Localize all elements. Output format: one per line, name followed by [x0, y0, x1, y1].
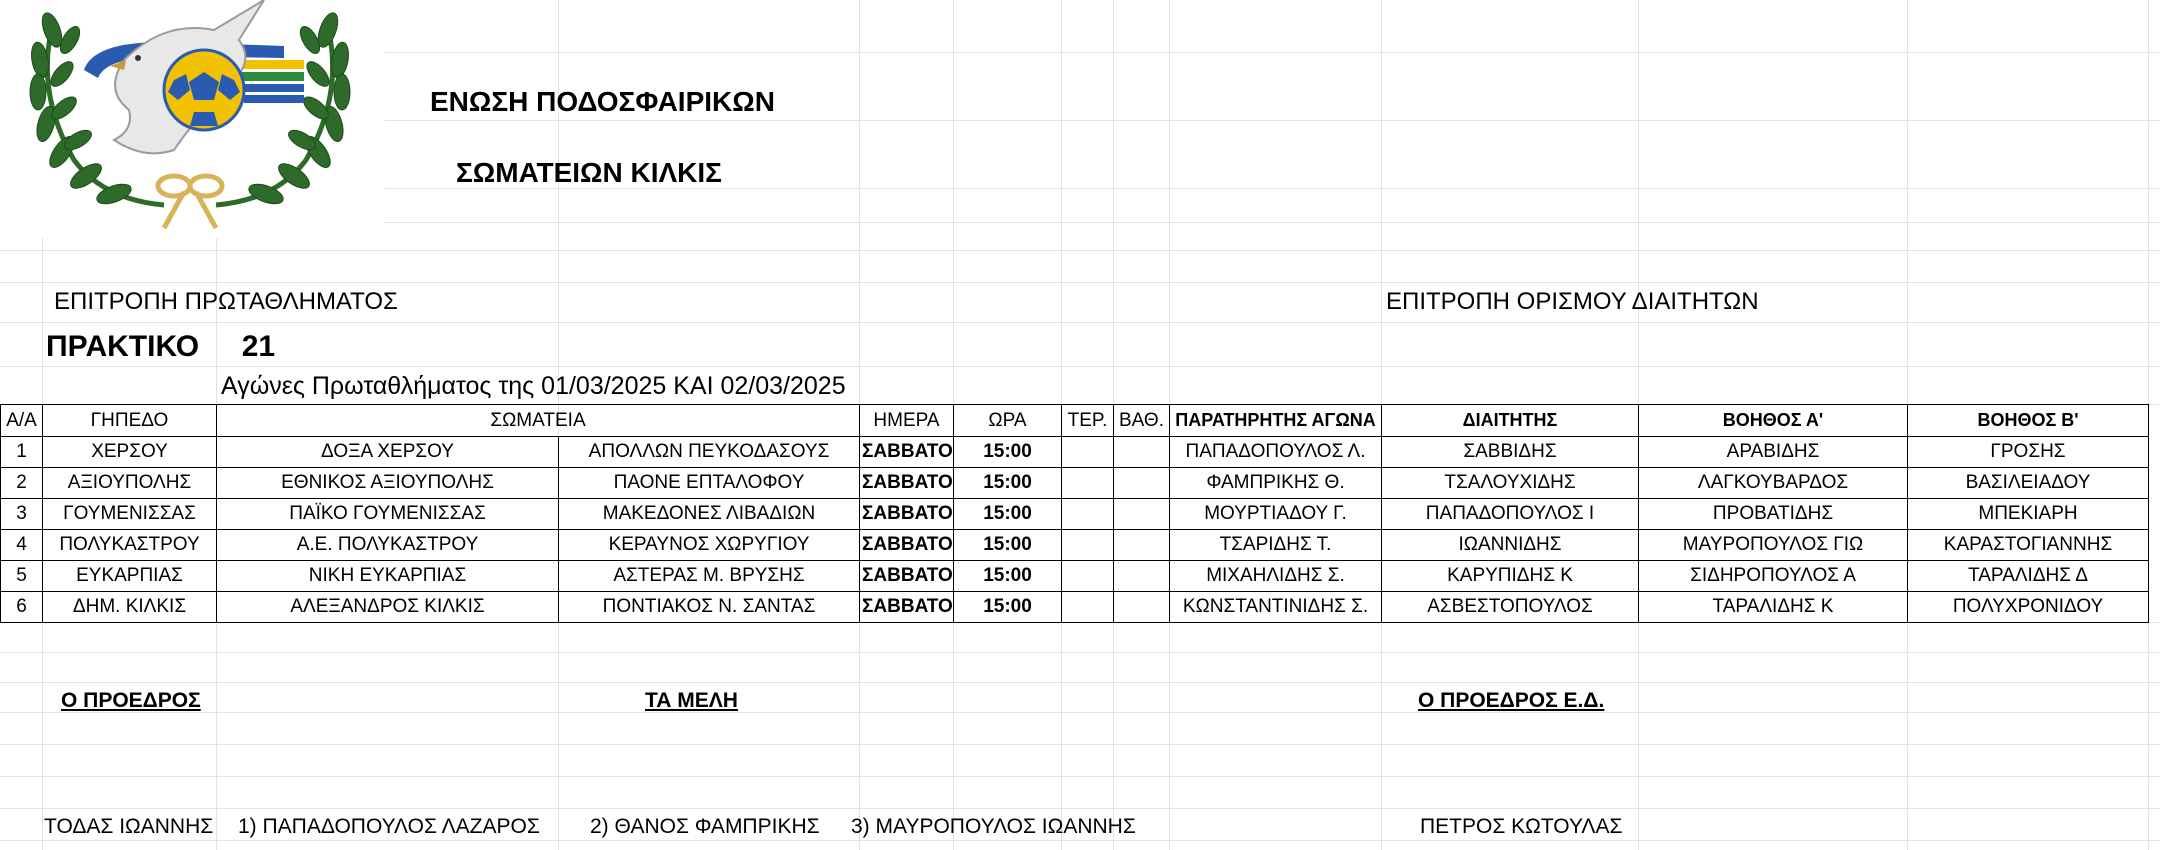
- cell-vath: [1114, 592, 1170, 623]
- header-referee: ΔΙΑΙΤΗΤΗΣ: [1382, 405, 1639, 437]
- cell-venue: ΑΞΙΟΥΠΟΛΗΣ: [43, 468, 217, 499]
- cell-away-club: ΜΑΚΕΔΟΝΕΣ ΛΙΒΑΔΙΩΝ: [559, 499, 860, 530]
- cell-observer: ΜΟΥΡΤΙΑΔΟΥ Γ.: [1170, 499, 1382, 530]
- cell-away-club: ΚΕΡΑΥΝΟΣ ΧΩΡΥΓΙΟΥ: [559, 530, 860, 561]
- cell-venue: ΕΥΚΑΡΠΙΑΣ: [43, 561, 217, 592]
- cell-day: ΣΑΒΒΑΤΟ: [860, 437, 954, 468]
- minutes-number: 21: [241, 330, 276, 363]
- members-title: ΤΑ ΜΕΛΗ: [645, 689, 738, 712]
- header-assistant-b: ΒΟΗΘΟΣ Β': [1908, 405, 2149, 437]
- minutes-label-text: ΠΡΑΚΤΙΚΟ: [46, 330, 200, 363]
- president-title: Ο ΠΡΟΕΔΡΟΣ: [61, 689, 201, 712]
- cell-referee: ΚΑΡΥΠΙΔΗΣ Κ: [1382, 561, 1639, 592]
- cell-assistant-a: ΠΡΟΒΑΤΙΔΗΣ: [1639, 499, 1908, 530]
- cell-away-club: ΑΠΟΛΛΩΝ ΠΕΥΚΟΔΑΣΟΥΣ: [559, 437, 860, 468]
- cell-home-club: ΑΛΕΞΑΝΔΡΟΣ ΚΙΛΚΙΣ: [217, 592, 559, 623]
- cell-day: ΣΑΒΒΑΤΟ: [860, 592, 954, 623]
- cell-aa: 2: [1, 468, 43, 499]
- cell-home-club: ΝΙΚΗ ΕΥΚΑΡΠΙΑΣ: [217, 561, 559, 592]
- football-icon: [164, 50, 244, 130]
- minutes-label: [46, 332, 275, 362]
- cell-away-club: ΑΣΤΕΡΑΣ Μ. ΒΡΥΣΗΣ: [559, 561, 860, 592]
- cell-assistant-b: ΒΑΣΙΛΕΙΑΔΟΥ: [1908, 468, 2149, 499]
- cell-observer: ΠΑΠΑΔΟΠΟΥΛΟΣ Λ.: [1170, 437, 1382, 468]
- cell-assistant-b: ΜΠΕΚΙΑΡΗ: [1908, 499, 2149, 530]
- header-time: ΩΡΑ: [954, 405, 1062, 437]
- cell-assistant-b: ΚΑΡΑΣΤΟΓΙΑΝΝΗΣ: [1908, 530, 2149, 561]
- table-row: [1, 530, 2149, 561]
- cell-home-club: Α.Ε. ΠΟΛΥΚΑΣΤΡΟΥ: [217, 530, 559, 561]
- cell-assistant-a: ΤΑΡΑΛΙΔΗΣ Κ: [1639, 592, 1908, 623]
- cell-referee: ΑΣΒΕΣΤΟΠΟΥΛΟΣ: [1382, 592, 1639, 623]
- header-clubs: ΣΩΜΑΤΕΙΑ: [217, 405, 860, 437]
- cell-assistant-a: ΜΑΥΡΟΠΟΥΛΟΣ ΓΙΩ: [1639, 530, 1908, 561]
- cell-referee: ΤΣΑΛΟΥΧΙΔΗΣ: [1382, 468, 1639, 499]
- table-header-row: [1, 405, 2149, 437]
- cell-day: ΣΑΒΒΑΤΟ: [860, 530, 954, 561]
- association-logo: [14, 0, 386, 236]
- cell-assistant-b: ΤΑΡΑΛΙΔΗΣ Δ: [1908, 561, 2149, 592]
- cell-assistant-a: ΣΙΔΗΡΟΠΟΥΛΟΣ Α: [1639, 561, 1908, 592]
- matches-date-subtitle: Αγώνες Πρωταθλήματος της 01/03/2025 ΚΑΙ 02/03/2025: [221, 372, 846, 400]
- referee-committee-label: ΕΠΙΤΡΟΠΗ ΟΡΙΣΜΟΥ ΔΙΑΙΤΗΤΩΝ: [1386, 288, 1759, 315]
- cell-vath: [1114, 468, 1170, 499]
- cell-assistant-b: ΓΡΟΣΗΣ: [1908, 437, 2149, 468]
- header-assistant-a: ΒΟΗΘΟΣ Α': [1639, 405, 1908, 437]
- cell-vath: [1114, 499, 1170, 530]
- cell-ter: [1062, 437, 1114, 468]
- cell-home-club: ΕΘΝΙΚΟΣ ΑΞΙΟΥΠΟΛΗΣ: [217, 468, 559, 499]
- cell-time: 15:00: [954, 530, 1062, 561]
- cell-aa: 3: [1, 499, 43, 530]
- header-vath: ΒΑΘ.: [1114, 405, 1170, 437]
- header-day: ΗΜΕΡΑ: [860, 405, 954, 437]
- cell-referee: ΣΑΒΒΙΔΗΣ: [1382, 437, 1639, 468]
- committee-president-title: Ο ΠΡΟΕΔΡΟΣ Ε.Δ.: [1418, 689, 1605, 712]
- cell-observer: ΦΑΜΠΡΙΚΗΣ Θ.: [1170, 468, 1382, 499]
- cell-ter: [1062, 530, 1114, 561]
- member-2-name: 2) ΘΑΝΟΣ ΦΑΜΠΡΙΚΗΣ: [590, 815, 820, 838]
- header-aa: A/A: [1, 405, 43, 437]
- cell-referee: ΙΩΑΝΝΙΔΗΣ: [1382, 530, 1639, 561]
- org-title-line1: ΕΝΩΣΗ ΠΟΔΟΣΦΑΙΡΙΚΩΝ: [430, 86, 775, 117]
- cell-referee: ΠΑΠΑΔΟΠΟΥΛΟΣ Ι: [1382, 499, 1639, 530]
- cell-time: 15:00: [954, 561, 1062, 592]
- ribbon-icon: [158, 176, 222, 228]
- cell-home-club: ΠΑΪΚΟ ΓΟΥΜΕΝΙΣΣΑΣ: [217, 499, 559, 530]
- cell-venue: ΔΗΜ. ΚΙΛΚΙΣ: [43, 592, 217, 623]
- cell-aa: 6: [1, 592, 43, 623]
- cell-venue: ΠΟΛΥΚΑΣΤΡΟΥ: [43, 530, 217, 561]
- cell-aa: 1: [1, 437, 43, 468]
- table-row: [1, 437, 2149, 468]
- cell-venue: ΧΕΡΣΟΥ: [43, 437, 217, 468]
- cell-assistant-b: ΠΟΛΥΧΡΟΝΙΔΟΥ: [1908, 592, 2149, 623]
- cell-observer: ΜΙΧΑΗΛΙΔΗΣ Σ.: [1170, 561, 1382, 592]
- table-row: [1, 592, 2149, 623]
- cell-time: 15:00: [954, 499, 1062, 530]
- cell-day: ΣΑΒΒΑΤΟ: [860, 468, 954, 499]
- table-row: [1, 499, 2149, 530]
- cell-ter: [1062, 561, 1114, 592]
- cell-observer: ΤΣΑΡΙΔΗΣ Τ.: [1170, 530, 1382, 561]
- table-row: [1, 561, 2149, 592]
- committee-president-name: ΠΕΤΡΟΣ ΚΩΤΟΥΛΑΣ: [1420, 815, 1623, 838]
- cell-ter: [1062, 499, 1114, 530]
- header-venue: ΓΗΠΕΔΟ: [43, 405, 217, 437]
- cell-assistant-a: ΑΡΑΒΙΔΗΣ: [1639, 437, 1908, 468]
- table-row: [1, 468, 2149, 499]
- cell-observer: ΚΩΝΣΤΑΝΤΙΝΙΔΗΣ Σ.: [1170, 592, 1382, 623]
- cell-vath: [1114, 561, 1170, 592]
- cell-aa: 4: [1, 530, 43, 561]
- cell-ter: [1062, 592, 1114, 623]
- cell-away-club: ΠΑΟΝΕ ΕΠΤΑΛΟΦΟΥ: [559, 468, 860, 499]
- cell-vath: [1114, 437, 1170, 468]
- cell-time: 15:00: [954, 592, 1062, 623]
- cell-away-club: ΠΟΝΤΙΑΚΟΣ Ν. ΣΑΝΤΑΣ: [559, 592, 860, 623]
- cell-day: ΣΑΒΒΑΤΟ: [860, 499, 954, 530]
- cell-ter: [1062, 468, 1114, 499]
- member-1-name: 1) ΠΑΠΑΔΟΠΟΥΛΟΣ ΛΑΖΑΡΟΣ: [238, 815, 540, 838]
- cell-home-club: ΔΟΞΑ ΧΕΡΣΟΥ: [217, 437, 559, 468]
- header-ter: ΤΕΡ.: [1062, 405, 1114, 437]
- member-3-name: 3) ΜΑΥΡΟΠΟΥΛΟΣ ΙΩΑΝΝΗΣ: [851, 815, 1136, 838]
- cell-vath: [1114, 530, 1170, 561]
- cell-day: ΣΑΒΒΑΤΟ: [860, 561, 954, 592]
- cell-time: 15:00: [954, 468, 1062, 499]
- cell-assistant-a: ΛΑΓΚΟΥΒΑΡΔΟΣ: [1639, 468, 1908, 499]
- match-schedule-table: [0, 404, 2149, 623]
- org-title-line2: ΣΩΜΑΤΕΙΩΝ ΚΙΛΚΙΣ: [456, 157, 722, 188]
- header-observer: ΠΑΡΑΤΗΡΗΤΗΣ ΑΓΩΝΑ: [1170, 405, 1382, 437]
- cell-time: 15:00: [954, 437, 1062, 468]
- championship-committee-label: ΕΠΙΤΡΟΠΗ ΠΡΩΤΑΘΛΗΜΑΤΟΣ: [54, 288, 398, 315]
- president-name: ΤΟΔΑΣ ΙΩΑΝΝΗΣ: [44, 815, 214, 838]
- cell-venue: ΓΟΥΜΕΝΙΣΣΑΣ: [43, 499, 217, 530]
- cell-aa: 5: [1, 561, 43, 592]
